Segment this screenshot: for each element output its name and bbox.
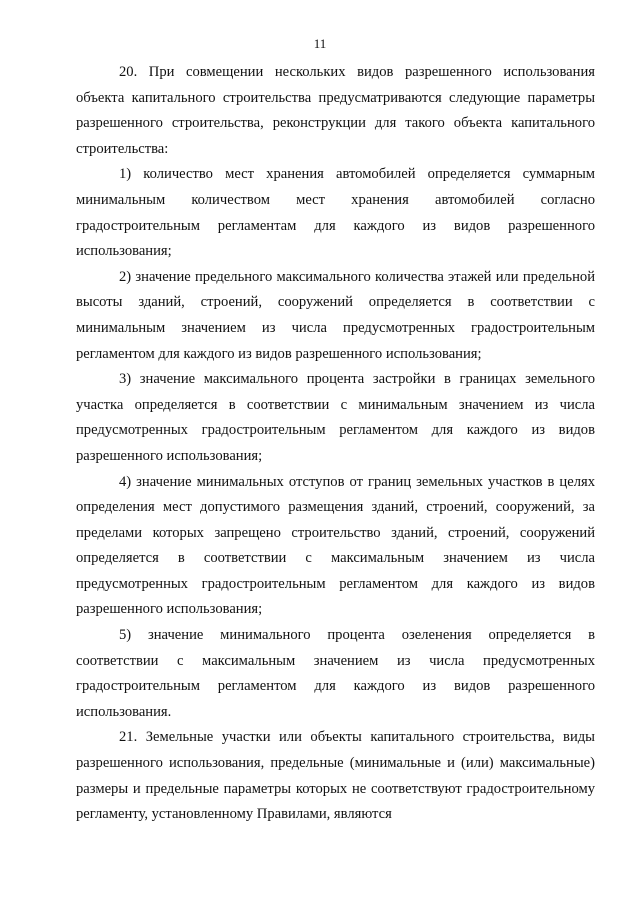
paragraph-subitem-3: 3) значение максимального процента застройки в границах земельного участка определяется в соответствии с минимальным значением из числа предусмотренных градостроительным регламентом для каждого из видов разрешенного использования; [76, 371, 595, 464]
document-body [76, 60, 595, 828]
paragraph-item-20: 20. При совмещении нескольких видов разрешенного использования объекта капитального строительства предусматриваются следующие параметры разрешенного строительства, реконструкции для такого объекта капитального строительства: [76, 64, 595, 157]
page-number: 11 [313, 36, 327, 51]
paragraph-subitem-4: 4) значение минимальных отступов от границ земельных участков в целях определения мест допустимого размещения зданий, строений, сооружений, за пределами которых запрещено строительство зданий, строений, сооружений определяется в соответствии с максимальным значением из числа предусмотренных градостроительным регламентом для каждого из видов разрешенного использования; [76, 473, 595, 618]
paragraph-item-21: 21. Земельные участки или объекты капитального строительства, виды разрешенного использования, предельные (минимальные и (или) максимальные) размеры и предельные параметры которых не соответствуют градостроительному регламенту, установленному Правилами, являются [76, 729, 595, 823]
paragraph-subitem-5: 5) значение минимального процента озеленения определяется в соответствии с максимальным значением из числа предусмотренных градостроительным регламентом для каждого из видов разрешенного использования. [76, 627, 595, 720]
paragraph-subitem-1: 1) количество мест хранения автомобилей определяется суммарным минимальным количеством мест хранения автомобилей согласно градостроительным регламентам для каждого из видов разрешенного использования; [76, 166, 595, 260]
paragraph-subitem-2: 2) значение предельного максимального количества этажей или предельной высоты зданий, строений, сооружений определяется в соответствии с минимальным значением из числа предусмотренных градостроительным регламентом для каждого из видов разрешенного использования; [76, 268, 595, 362]
